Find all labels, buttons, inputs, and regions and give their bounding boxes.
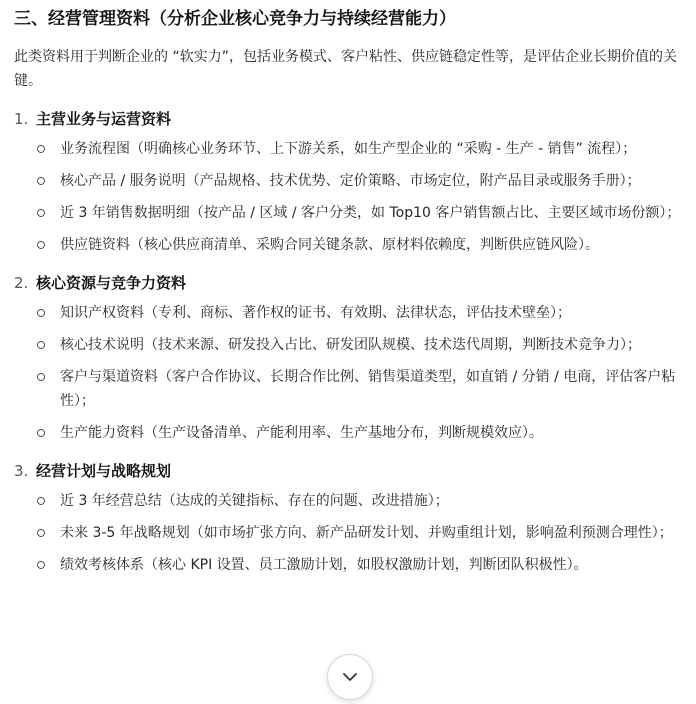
bullet-circle-icon xyxy=(37,145,45,153)
list-item: 客户与渠道资料（客户合作协议、长期合作比例、销售渠道类型，如直销 / 分销 / 电商，评估客户粘性）； xyxy=(14,365,686,413)
bullet-list xyxy=(14,489,686,577)
section-heading: 三、经营管理资料（分析企业核心竞争力与持续经营能力） xyxy=(14,9,456,29)
bullet-list xyxy=(14,137,686,257)
list-item: 近 3 年销售数据明细（按产品 / 区域 / 客户分类，如 Top10 客户销售额占比、主要区域市场份额）； xyxy=(14,201,686,225)
section-title xyxy=(14,271,686,295)
scroll-down-button[interactable] xyxy=(327,654,373,700)
bullet-circle-icon xyxy=(37,241,45,249)
bullet-circle-icon xyxy=(37,497,45,505)
section-label: 经营计划与战略规划 xyxy=(36,462,172,480)
list-item: 核心产品 / 服务说明（产品规格、技术优势、定价策略、市场定位，附产品目录或服务手册）； xyxy=(14,169,686,193)
section-number: 1. xyxy=(14,110,29,128)
bullet-list xyxy=(14,301,686,445)
section-2 xyxy=(14,271,686,445)
bullet-circle-icon xyxy=(37,429,45,437)
list-item: 绩效考核体系（核心 KPI 设置、员工激励计划，如股权激励计划，判断团队积极性）。 xyxy=(14,553,686,577)
bullet-circle-icon xyxy=(37,341,45,349)
bullet-circle-icon xyxy=(37,561,45,569)
section-label: 主营业务与运营资料 xyxy=(36,110,172,128)
list-item: 未来 3-5 年战略规划（如市场扩张方向、新产品研发计划、并购重组计划，影响盈利预测合理性）； xyxy=(14,521,686,545)
section-label: 核心资源与竞争力资料 xyxy=(36,274,187,292)
section-3 xyxy=(14,459,686,577)
bullet-circle-icon xyxy=(37,529,45,537)
section-1 xyxy=(14,107,686,257)
section-number: 2. xyxy=(14,274,29,292)
section-title xyxy=(14,107,686,131)
list-item: 供应链资料（核心供应商清单、采购合同关键条款、原材料依赖度，判断供应链风险）。 xyxy=(14,233,686,257)
bullet-circle-icon xyxy=(37,309,45,317)
chevron-down-icon xyxy=(342,672,358,682)
bullet-circle-icon xyxy=(37,209,45,217)
list-item: 知识产权资料（专利、商标、著作权的证书、有效期、法律状态，评估技术壁垒）； xyxy=(14,301,686,325)
list-item: 业务流程图（明确核心业务环节、上下游关系，如生产型企业的 “采购 - 生产 - 销售” 流程）； xyxy=(14,137,686,161)
section-number: 3. xyxy=(14,462,29,480)
bullet-circle-icon xyxy=(37,177,45,185)
list-item: 近 3 年经营总结（达成的关键指标、存在的问题、改进措施）； xyxy=(14,489,686,513)
list-item: 生产能力资料（生产设备清单、产能利用率、生产基地分布，判断规模效应）。 xyxy=(14,421,686,445)
section-title xyxy=(14,459,686,483)
bullet-circle-icon xyxy=(37,373,45,381)
intro-paragraph: 此类资料用于判断企业的 “软实力”，包括业务模式、客户粘性、供应链稳定性等，是评估企业长期价值的关键。 xyxy=(14,49,677,89)
list-item: 核心技术说明（技术来源、研发投入占比、研发团队规模、技术迭代周期，判断技术竞争力）； xyxy=(14,333,686,357)
